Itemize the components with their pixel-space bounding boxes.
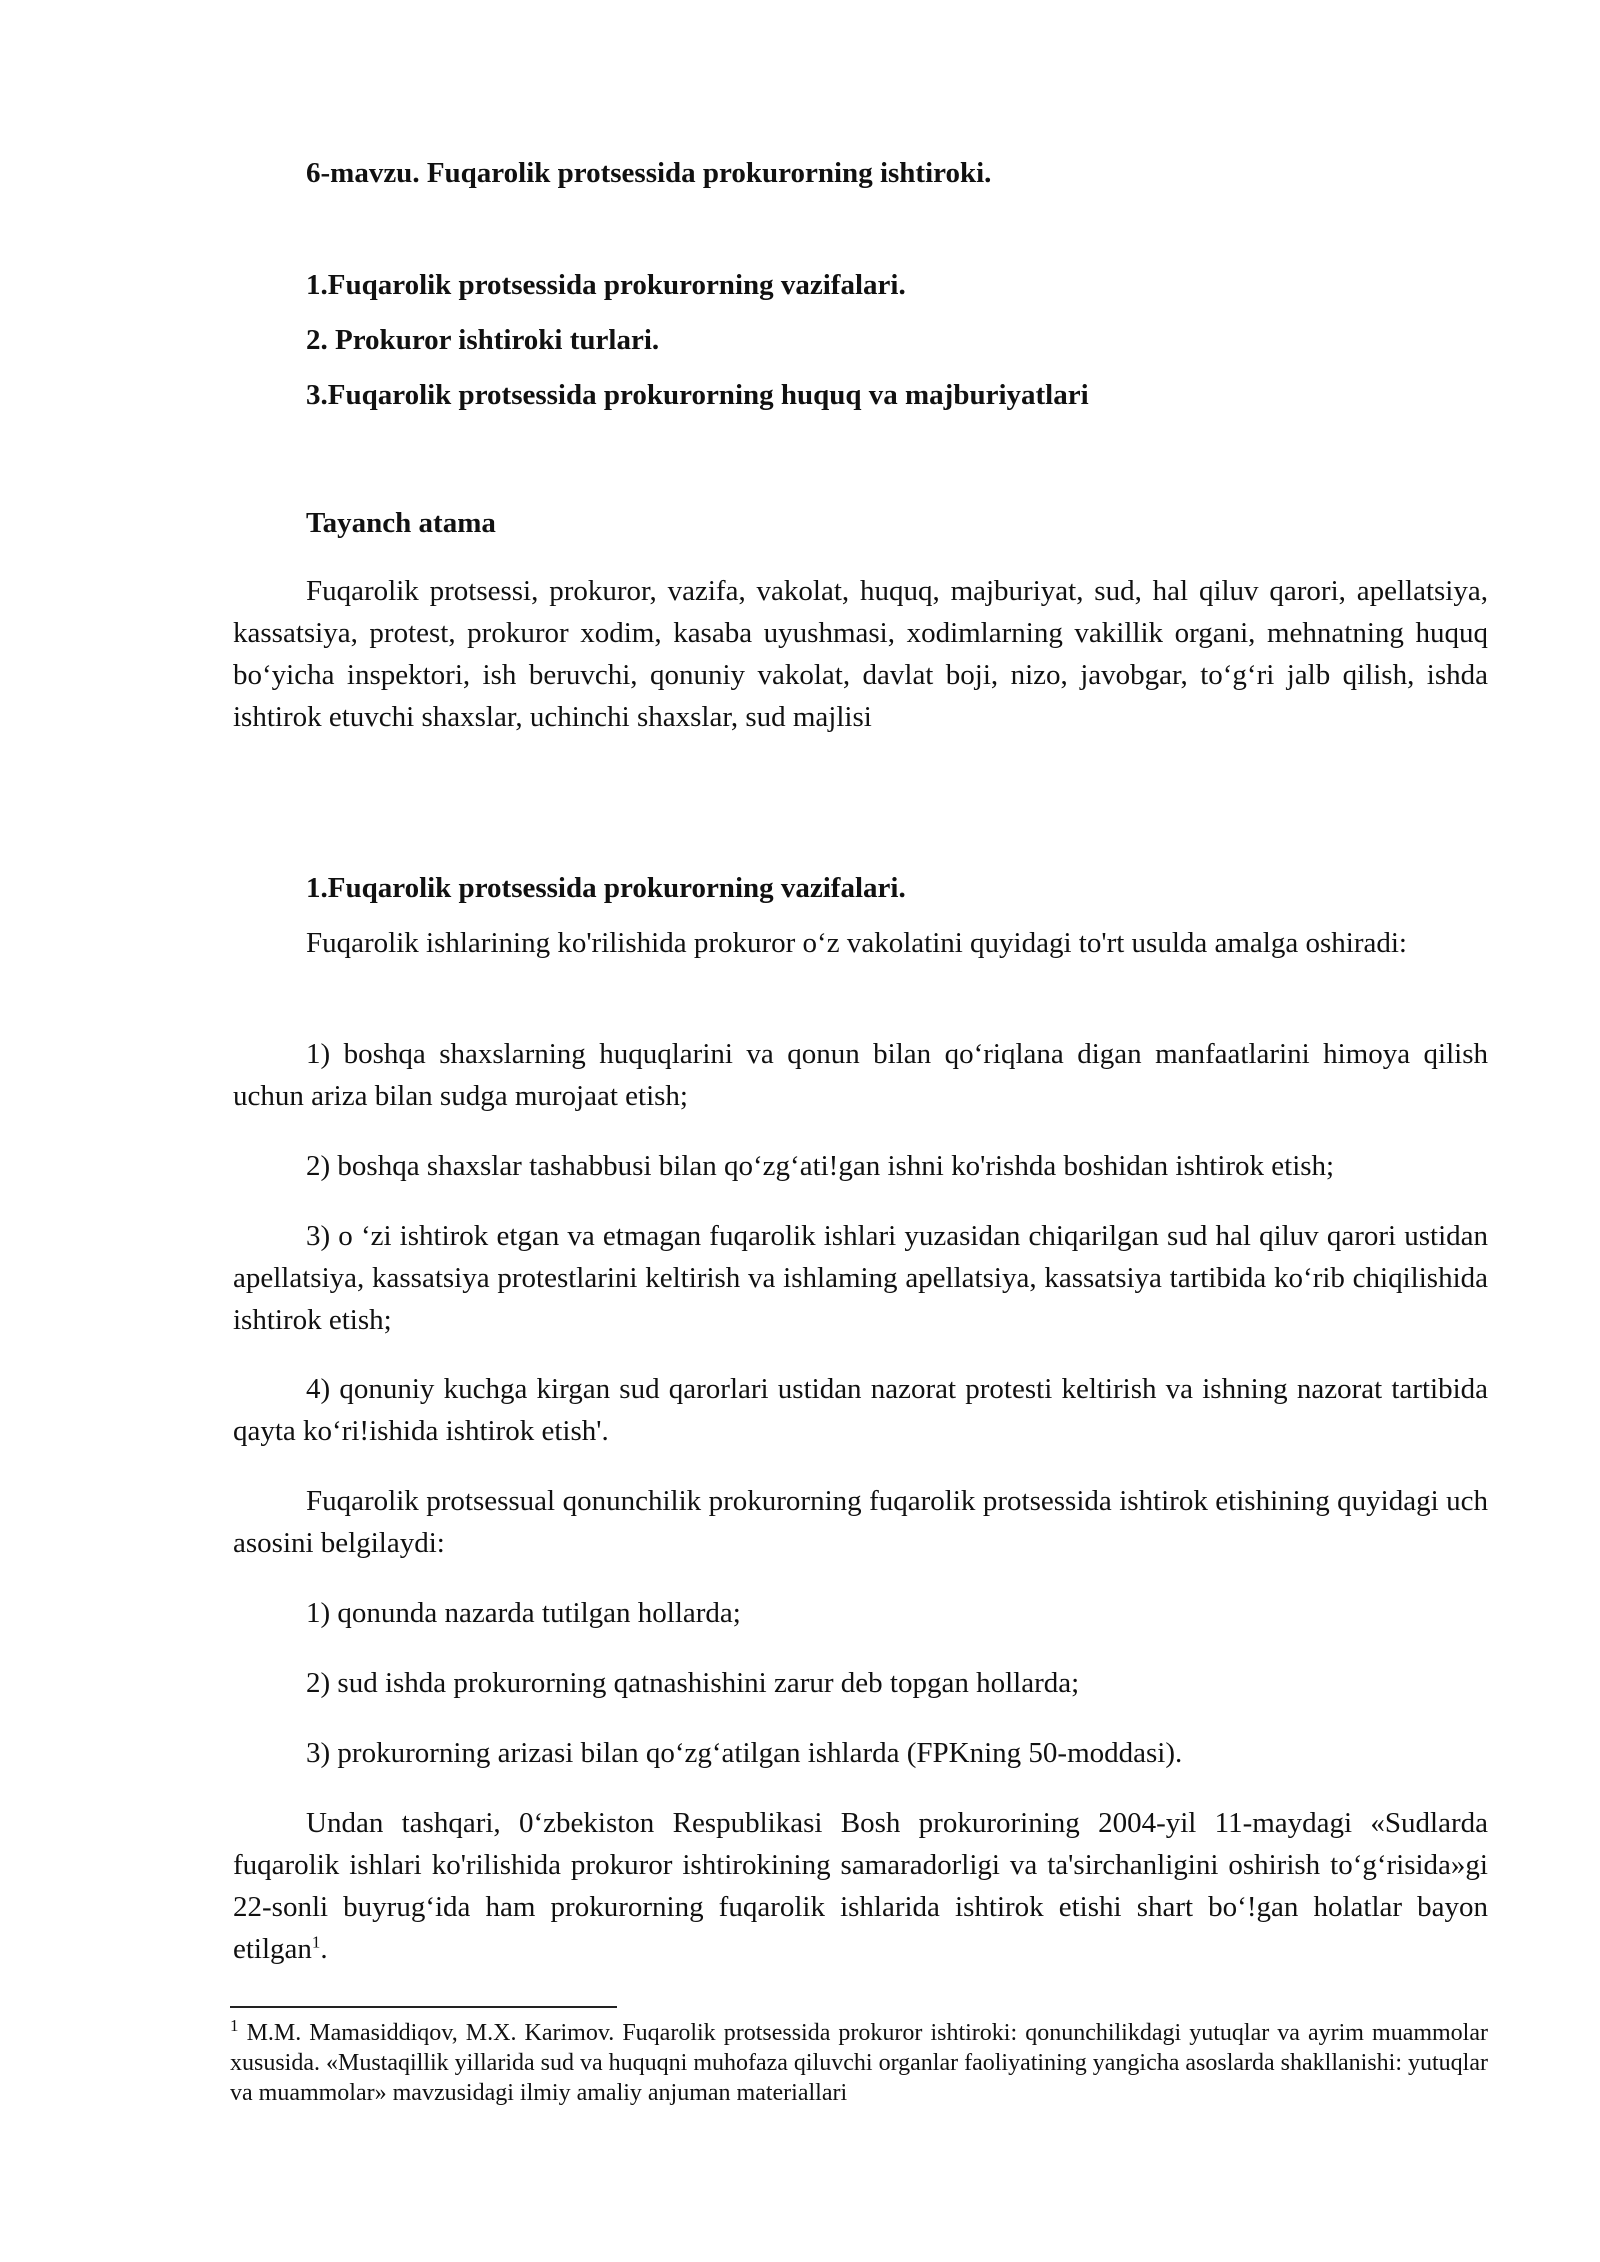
ground-item: 1) qonunda nazarda tutilgan hollarda; bbox=[306, 1597, 741, 1629]
ground-item: 3) prokurorning arizasi bilan qo‘zg‘atilgan ishlarda (FPKning 50-moddasi). bbox=[306, 1737, 1183, 1769]
method-item: 3) o ‘zi ishtirok etgan va etmagan fuqarolik ishlari yuzasidan chiqarilgan sud hal qiluv qarori ustidan apellatsiya, kassatsiya protestlarini keltirish va ishlaming apellatsiya, kassatsiya tartibida ko‘rib chiqilishida ishtirok etish; bbox=[233, 1220, 1488, 1336]
closing-paragraph: Undan tashqari, 0‘zbekiston Respublikasi Bosh prokurorining 2004-yil 11-maydagi «Sudlarda fuqarolik ishlari ko'rilishida prokuror ishtirokining samaradorligi va ta'sirchanligini oshirish to‘g‘risida»gi 22-sonli buyrug‘ida ham prokurorning fuqarolik ishlarida ishtirok etishi shart bo‘!gan holatlar bayon etilgan$^1$. bbox=[233, 1807, 1488, 1965]
method-item: 1) boshqa shaxslarning huquqlarini va qonun bilan qo‘riqlana digan manfaatlarini himoya qilish uchun ariza bilan sudga murojaat etish; bbox=[233, 1038, 1488, 1112]
plan-item: 3.Fuqarolik protsessida prokurorning huquq va majburiyatlari bbox=[306, 379, 1089, 411]
plan-item: 1.Fuqarolik protsessida prokurorning vazifalari. bbox=[306, 269, 906, 301]
key-terms-text: Fuqarolik protsessi, prokuror, vazifa, vakolat, huquq, majburiyat, sud, hal qiluv qarori, apellatsiya, kassatsiya, protest, prokuror xodim, kasaba uyushmasi, xodimlarning vakillik organi, mehnatning huquq bo‘yicha inspektori, ish beruvchi, qonuniy vakolat, davlat boji, nizo, javobgar, to‘g‘ri jalb qilish, ishda ishtirok etuvchi shaxslar, uchinchi shaxslar, sud majlisi bbox=[233, 575, 1488, 733]
section-heading: 1.Fuqarolik protsessida prokurorning vazifalari. bbox=[306, 872, 906, 904]
ground-item: 2) sud ishda prokurorning qatnashishini zarur deb topgan hollarda; bbox=[306, 1667, 1080, 1699]
footnote-marker: 1 bbox=[230, 2016, 239, 2035]
plan-item: 2. Prokuror ishtiroki turlari. bbox=[306, 324, 660, 356]
footnote bbox=[230, 2018, 1488, 2108]
footnote-separator bbox=[230, 2006, 617, 2008]
footnote-reference: 1 bbox=[311, 1932, 321, 1952]
method-item: 4) qonuniy kuchga kirgan sud qarorlari ustidan nazorat protesti keltirish va ishning nazorat tartibida qayta ko‘ri!ishida ishtirok etish'. bbox=[233, 1373, 1488, 1447]
topic-title: 6-mavzu. Fuqarolik protsessida prokurorning ishtiroki. bbox=[306, 157, 992, 189]
grounds-paragraph: Fuqarolik protsessual qonunchilik prokurorning fuqarolik protsessida ishtirok etishining quyidagi uch asosini belgilaydi: bbox=[233, 1485, 1488, 1559]
footnote-text: M.M. Mamasiddiqov, M.X. Karimov. Fuqarolik protsessida prokuror ishtiroki: qonunchilikdagi yutuqlar va ayrim muammolar xususida. «Mustaqillik yillarida sud va huquqni muhofaza qiluvchi organlar faoliyatining yangicha asoslarda shakllanishi: yutuqlar va muammolar» mavzusidagi ilmiy amaliy anjuman materiallari bbox=[230, 2020, 1488, 2106]
closing-text: Undan tashqari, 0‘zbekiston Respublikasi Bosh prokurorining 2004-yil 11-maydagi «Sudlarda fuqarolik ishlari ko'rilishida prokuror ishtirokining samaradorligi va ta'sirchanligini oshirish to‘g‘risida»gi 22-sonli buyrug‘ida ham prokurorning fuqarolik ishlarida ishtirok etishi shart bo‘!gan holatlar bayon etilgan bbox=[233, 1807, 1488, 1965]
intro-paragraph: Fuqarolik ishlarining ko'rilishida prokuror o‘z vakolatini quyidagi to'rt usulda amalga oshiradi: bbox=[306, 927, 1407, 959]
method-item: 2) boshqa shaxslar tashabbusi bilan qo‘zg‘ati!gan ishni ko'rishda boshidan ishtirok etish; bbox=[306, 1150, 1335, 1182]
key-terms-heading: Tayanch atama bbox=[306, 507, 496, 539]
